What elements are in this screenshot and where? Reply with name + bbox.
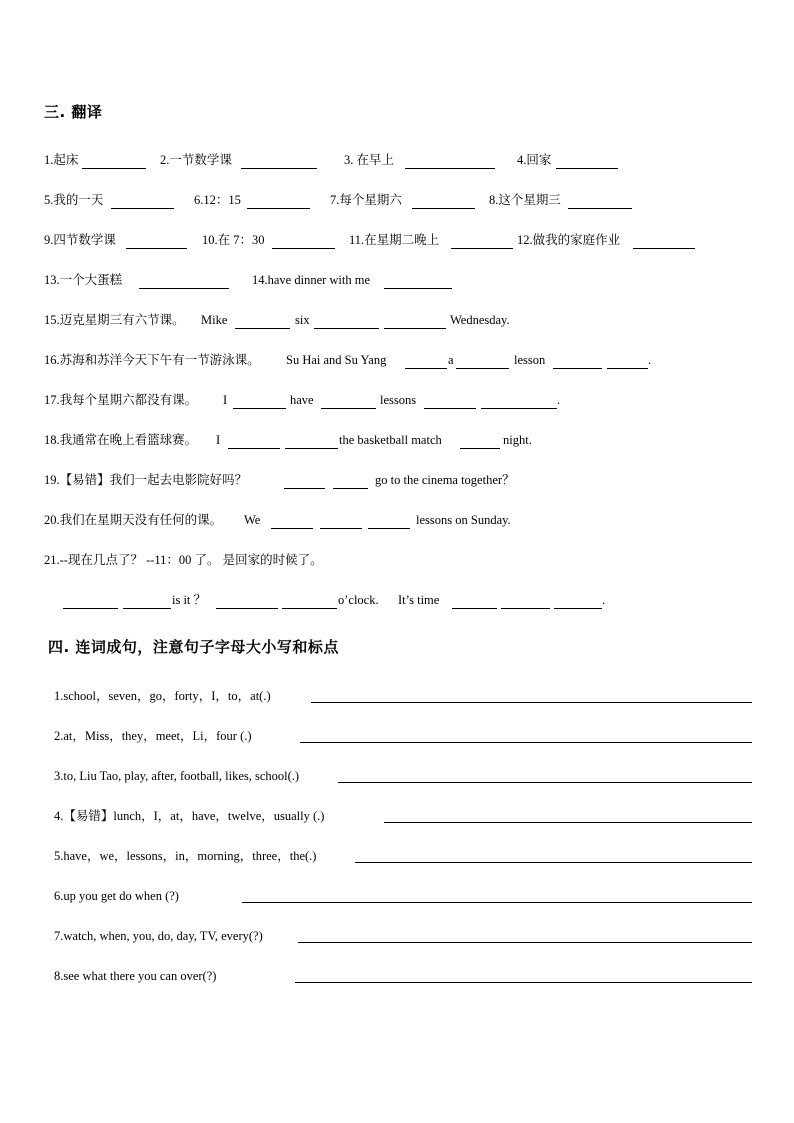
s4-item-2: 2.at，Miss，they，meet，Li，four (.)	[54, 729, 252, 743]
q17-blank-1[interactable]	[233, 407, 286, 409]
q15-text-3: Wednesday.	[450, 313, 510, 327]
q19-blank-1[interactable]	[284, 487, 325, 489]
q13-label: 13.一个大蛋糕	[44, 273, 123, 287]
q6-label: 6.12：15	[194, 193, 241, 207]
q20-chinese: 20.我们在星期天没有任何的课。	[44, 513, 223, 527]
q16-blank-2[interactable]	[456, 367, 509, 369]
q16-blank-4[interactable]	[607, 367, 648, 369]
q15-text-1: Mike	[201, 313, 228, 327]
q17-text-3: lessons	[380, 393, 417, 407]
q20-blank-1[interactable]	[271, 527, 313, 529]
q11-answer-line[interactable]	[451, 247, 513, 249]
q18-blank-3[interactable]	[460, 447, 500, 449]
q1-answer-line[interactable]	[82, 167, 146, 169]
q7-label: 7.每个星期六	[330, 193, 402, 207]
q17-text-1: I	[223, 393, 228, 407]
q16-chinese: 16.苏海和苏洋今天下午有一节游泳课。	[44, 353, 260, 367]
q15-text-2: six	[295, 313, 310, 327]
s4-answer-7[interactable]	[298, 941, 752, 943]
q21-blank-3[interactable]	[216, 607, 278, 609]
s4-answer-8[interactable]	[295, 981, 752, 983]
q19-blank-2[interactable]	[333, 487, 368, 489]
q17-blank-3[interactable]	[424, 407, 476, 409]
q18-chinese: 18.我通常在晚上看篮球赛。	[44, 433, 198, 447]
q16-blank-3[interactable]	[553, 367, 602, 369]
q21-text-4: .	[602, 593, 606, 607]
q16-text-3: lesson	[514, 353, 546, 367]
q2-label: 2.一节数学课	[160, 153, 232, 167]
q2-answer-line[interactable]	[241, 167, 317, 169]
q21-blank-2[interactable]	[123, 607, 171, 609]
q14-answer-line[interactable]	[384, 287, 452, 289]
q4-label: 4.回家	[517, 153, 552, 167]
s4-item-1: 1.school，seven，go，forty，I，to，at(.)	[54, 689, 271, 703]
q7-answer-line[interactable]	[412, 207, 475, 209]
q18-text-2: the basketball match	[339, 433, 442, 447]
q18-text-1: I	[216, 433, 221, 447]
q21-blank-1[interactable]	[63, 607, 118, 609]
q10-label: 10.在 7：30	[202, 233, 265, 247]
q17-chinese: 17.我每个星期六都没有课。	[44, 393, 198, 407]
q9-label: 9.四节数学课	[44, 233, 116, 247]
q17-blank-2[interactable]	[321, 407, 376, 409]
q17-blank-4[interactable]	[481, 407, 557, 409]
q11-label: 11.在星期二晚上	[349, 233, 440, 247]
q8-label: 8.这个星期三	[489, 193, 561, 207]
section4-title: 四. 连词成句，注意句子字母大小写和标点	[48, 638, 339, 656]
q19-text-1: go to the cinema together？	[375, 473, 515, 487]
q21-blank-7[interactable]	[554, 607, 602, 609]
s4-item-5: 5.have，we，lessons，in，morning，three，the(.)	[54, 849, 317, 863]
s4-item-7: 7.watch, when, you, do, day, TV, every(?)	[54, 929, 263, 943]
q6-answer-line[interactable]	[247, 207, 310, 209]
s4-answer-5[interactable]	[355, 861, 752, 863]
q4-answer-line[interactable]	[556, 167, 618, 169]
s4-answer-4[interactable]	[384, 821, 752, 823]
q19-chinese: 19.【易错】我们一起去电影院好吗？	[44, 473, 248, 487]
s4-item-4: 4.【易错】lunch，I，at，have，twelve，usually (.)	[54, 809, 325, 823]
q18-blank-1[interactable]	[228, 447, 280, 449]
q15-blank-2[interactable]	[314, 327, 379, 329]
q16-text-1: Su Hai and Su Yang	[286, 353, 387, 367]
q10-answer-line[interactable]	[272, 247, 335, 249]
q16-blank-1[interactable]	[405, 367, 447, 369]
q16-text-2: a	[448, 353, 454, 367]
q16-text-4: .	[648, 353, 652, 367]
q20-blank-2[interactable]	[320, 527, 362, 529]
s4-answer-6[interactable]	[242, 901, 752, 903]
q20-blank-3[interactable]	[368, 527, 410, 529]
q9-answer-line[interactable]	[126, 247, 187, 249]
q21-chinese: 21.--现在几点了？ --11：00 了。 是回家的时候了。	[44, 553, 323, 567]
q14-label: 14.have dinner with me	[252, 273, 371, 287]
q21-blank-6[interactable]	[501, 607, 550, 609]
s4-answer-3[interactable]	[338, 781, 752, 783]
s4-answer-2[interactable]	[300, 741, 752, 743]
q18-text-3: night.	[503, 433, 532, 447]
s4-item-8: 8.see what there you can over(?)	[54, 969, 217, 983]
q21-blank-4[interactable]	[282, 607, 337, 609]
q12-answer-line[interactable]	[633, 247, 695, 249]
q18-blank-2[interactable]	[285, 447, 338, 449]
s4-item-6: 6.up you get do when (?)	[54, 889, 179, 903]
q17-text-2: have	[290, 393, 314, 407]
q20-text-1: We	[244, 513, 261, 527]
q21-text-2: o’clock.	[338, 593, 379, 607]
q1-label: 1.起床	[44, 153, 79, 167]
q15-blank-3[interactable]	[384, 327, 446, 329]
s4-item-3: 3.to, Liu Tao, play, after, football, likes, school(.)	[54, 769, 300, 783]
q8-answer-line[interactable]	[568, 207, 632, 209]
q12-label: 12.做我的家庭作业	[517, 233, 621, 247]
q21-text-1: is it ？	[172, 593, 207, 607]
q20-text-2: lessons on Sunday.	[416, 513, 511, 527]
q15-chinese: 15.迈克星期三有六节课。	[44, 313, 185, 327]
s4-answer-1[interactable]	[311, 701, 752, 703]
q3-label: 3. 在早上	[344, 153, 395, 167]
q5-label: 5.我的一天	[44, 193, 104, 207]
q21-blank-5[interactable]	[452, 607, 497, 609]
section3-title: 三. 翻译	[44, 103, 103, 121]
q13-answer-line[interactable]	[139, 287, 229, 289]
q15-blank-1[interactable]	[235, 327, 290, 329]
q3-answer-line[interactable]	[405, 167, 495, 169]
q21-text-3: It’s time	[398, 593, 440, 607]
q17-text-4: .	[557, 393, 561, 407]
q5-answer-line[interactable]	[111, 207, 174, 209]
